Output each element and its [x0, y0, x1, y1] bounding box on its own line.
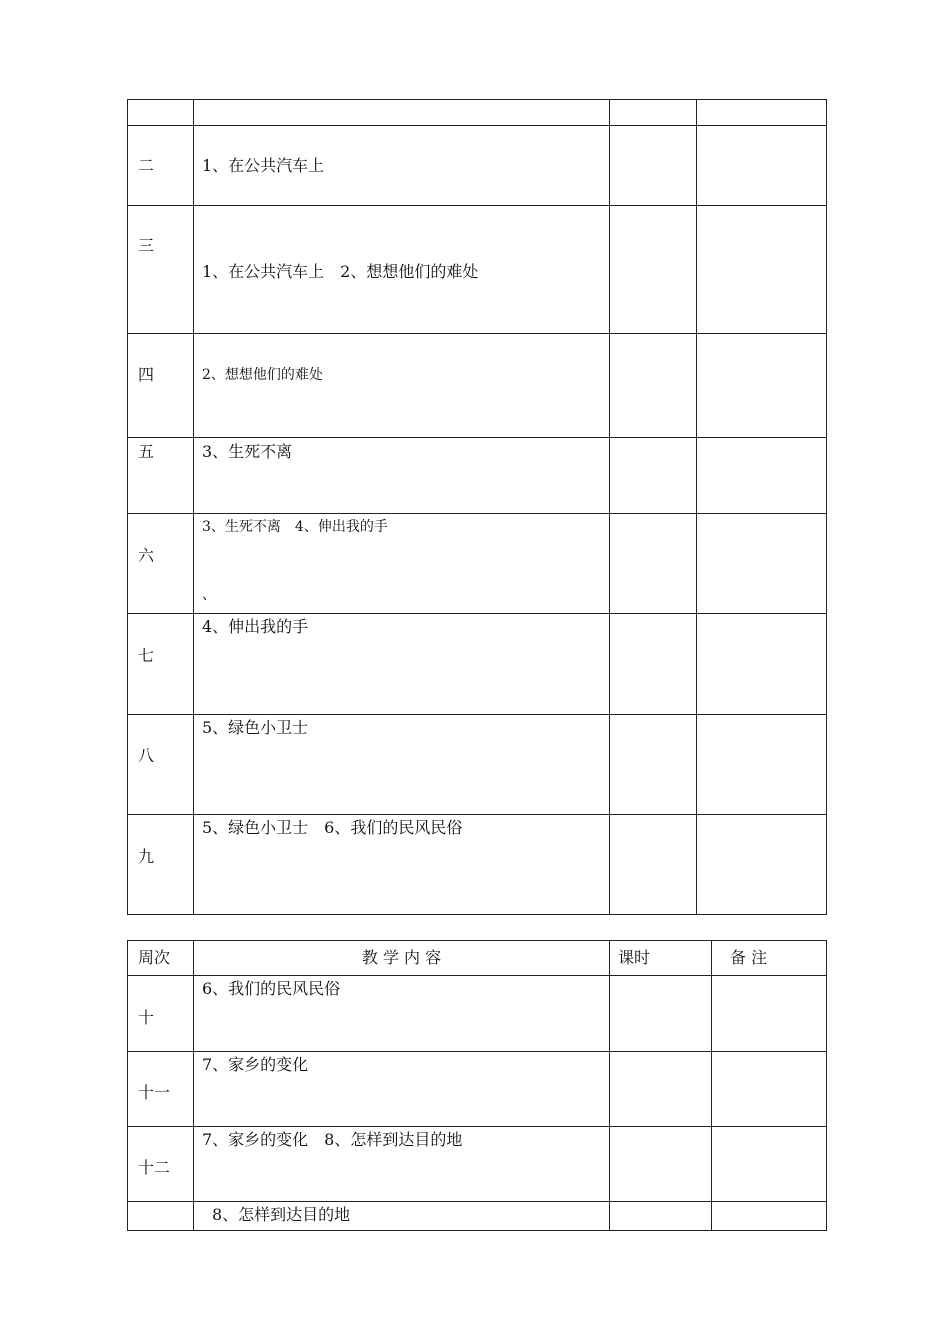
week-cell — [128, 100, 194, 126]
table-row — [128, 1202, 827, 1231]
hours-cell — [610, 1052, 712, 1127]
content-cell — [194, 1202, 610, 1231]
week-label: 七 — [138, 646, 155, 665]
header-notes: 备 注 — [712, 941, 827, 976]
table-row — [128, 715, 827, 815]
header-week: 周次 — [128, 941, 194, 976]
content-label: 2、想想他们的难处 — [202, 367, 323, 383]
week-cell — [128, 514, 194, 614]
hours-cell — [610, 1127, 712, 1202]
notes-cell — [712, 1052, 827, 1127]
content-cell — [194, 715, 610, 815]
content-label: 1、在公共汽车上 — [202, 156, 325, 175]
week-cell — [128, 206, 194, 334]
notes-cell — [697, 815, 827, 915]
table-row — [128, 206, 827, 334]
content-cell — [194, 438, 610, 514]
notes-cell — [697, 126, 827, 206]
table-row — [128, 334, 827, 438]
content-label: 1、在公共汽车上 2、想想他们的难处 — [202, 262, 479, 281]
content-extra: 、 — [202, 587, 216, 603]
content-label: 5、绿色小卫士 — [202, 718, 309, 737]
table-row — [128, 815, 827, 915]
schedule-table-2 — [127, 940, 827, 1231]
notes-cell — [712, 1202, 827, 1231]
week-label: 十一 — [138, 1083, 171, 1102]
content-label: 6、我们的民风民俗 — [202, 979, 341, 998]
notes-cell — [697, 614, 827, 715]
week-label: 五 — [138, 442, 155, 461]
hours-cell — [610, 815, 697, 915]
week-cell — [128, 126, 194, 206]
week-cell — [128, 1052, 194, 1127]
content-cell — [194, 126, 610, 206]
hours-cell — [610, 334, 697, 438]
notes-cell — [697, 715, 827, 815]
notes-cell — [712, 1127, 827, 1202]
content-label: 7、家乡的变化 8、怎样到达目的地 — [202, 1130, 463, 1149]
content-label: 8、怎样到达目的地 — [212, 1205, 351, 1224]
week-label: 三 — [138, 236, 155, 255]
notes-cell — [712, 976, 827, 1052]
table-row — [128, 614, 827, 715]
week-cell — [128, 715, 194, 815]
table-row — [128, 976, 827, 1052]
week-label: 十二 — [138, 1158, 171, 1177]
notes-cell — [697, 334, 827, 438]
table-row — [128, 100, 827, 126]
week-label: 二 — [138, 156, 155, 175]
week-label: 十 — [138, 1008, 155, 1027]
content-label: 4、伸出我的手 — [202, 617, 309, 636]
hours-cell — [610, 514, 697, 614]
content-cell — [194, 1052, 610, 1127]
table-row — [128, 1052, 827, 1127]
table-row — [128, 514, 827, 614]
content-cell — [194, 514, 610, 614]
schedule-table-1 — [127, 99, 827, 915]
table-row — [128, 438, 827, 514]
hours-cell — [610, 126, 697, 206]
notes-cell — [697, 514, 827, 614]
notes-cell — [697, 100, 827, 126]
content-cell — [194, 334, 610, 438]
hours-cell — [610, 976, 712, 1052]
hours-cell — [610, 715, 697, 815]
table-row — [128, 1127, 827, 1202]
hours-cell — [610, 100, 697, 126]
week-cell — [128, 1127, 194, 1202]
week-label: 四 — [138, 365, 155, 384]
week-cell — [128, 1202, 194, 1231]
notes-cell — [697, 206, 827, 334]
table-row — [128, 126, 827, 206]
content-cell — [194, 815, 610, 915]
week-cell — [128, 976, 194, 1052]
hours-cell — [610, 438, 697, 514]
hours-cell — [610, 614, 697, 715]
table-header-row — [128, 941, 827, 976]
week-cell — [128, 334, 194, 438]
content-cell — [194, 206, 610, 334]
week-cell — [128, 438, 194, 514]
content-label: 5、绿色小卫士 6、我们的民风民俗 — [202, 818, 463, 837]
content-cell — [194, 614, 610, 715]
hours-cell — [610, 1202, 712, 1231]
content-label: 3、生死不离 4、伸出我的手 — [202, 519, 388, 535]
notes-cell — [697, 438, 827, 514]
content-label: 7、家乡的变化 — [202, 1055, 309, 1074]
week-cell — [128, 815, 194, 915]
content-cell — [194, 1127, 610, 1202]
hours-cell — [610, 206, 697, 334]
week-label: 九 — [138, 847, 155, 866]
content-cell — [194, 100, 610, 126]
week-label: 六 — [138, 546, 155, 565]
week-cell — [128, 614, 194, 715]
header-hours: 课时 — [610, 941, 712, 976]
week-label: 八 — [138, 746, 155, 765]
content-label: 3、生死不离 — [202, 442, 293, 461]
content-cell — [194, 976, 610, 1052]
header-content: 教 学 内 容 — [194, 941, 610, 976]
